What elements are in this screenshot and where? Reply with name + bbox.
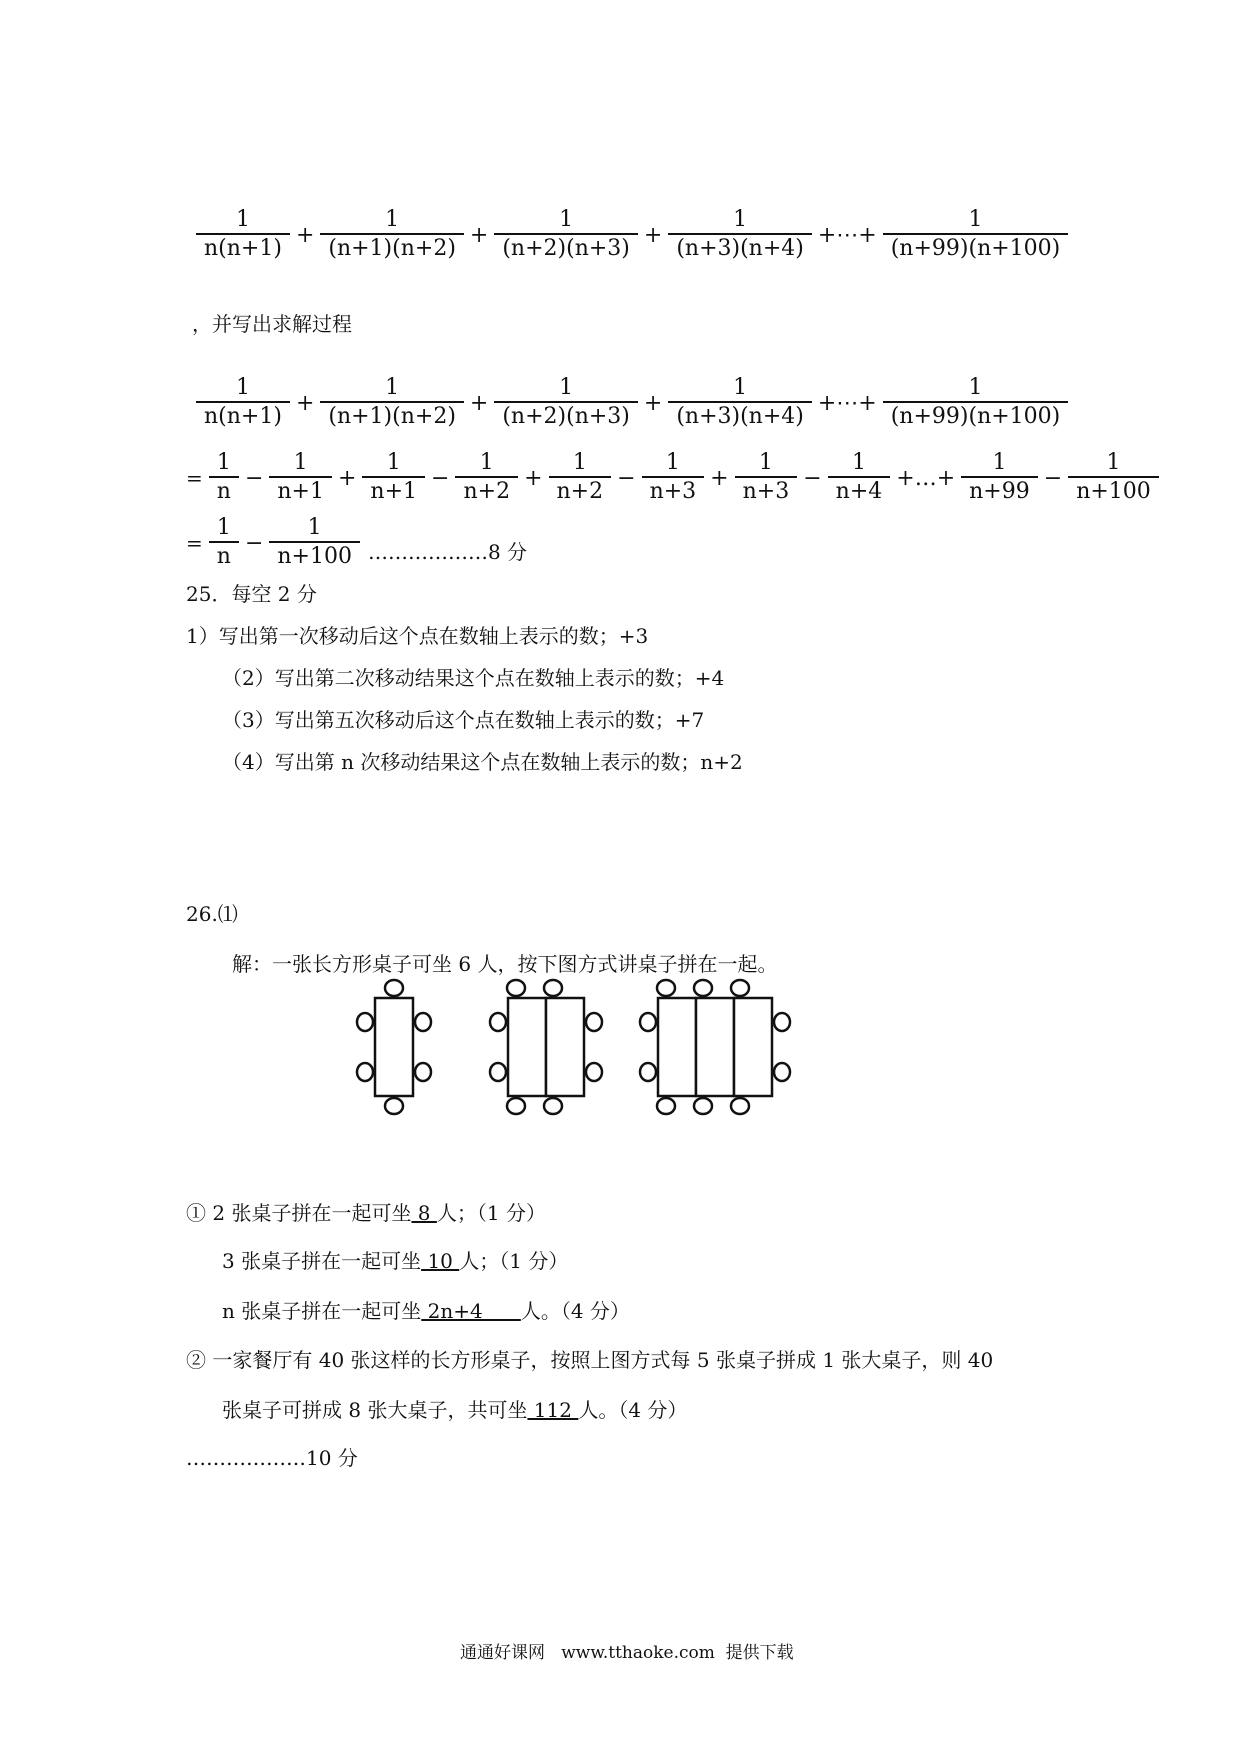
plus-sign: + (295, 222, 315, 248)
q26-intro: 解：一张长方形桌子可坐 6 人，按下图方式讲桌子拼在一起。 (232, 952, 778, 976)
fraction: $\frac{1}{(n+3)(n+4)}$ (668, 207, 812, 263)
chair (774, 1013, 790, 1031)
fraction: $\frac{1}{(n+2)(n+3)}$ (494, 207, 638, 263)
fraction: $\frac{1}{n+100}$ (269, 515, 360, 571)
chair (586, 1013, 602, 1031)
fraction: $\frac{1}{(n+1)(n+2)}$ (320, 207, 464, 263)
chair (385, 1098, 403, 1114)
minus-sign: − (244, 465, 264, 491)
chair (694, 1098, 712, 1114)
q26-sub1-a: ① 2 张桌子拼在一起可坐 8 人；（1 分） (186, 1201, 546, 1225)
chair (694, 980, 712, 996)
expression-row-2 (192, 368, 1072, 438)
q25-title: 25．每空 2 分 (186, 582, 317, 606)
q25-item-1: 1）写出第一次移动后这个点在数轴上表示的数；+3 (186, 624, 649, 648)
chair (490, 1063, 506, 1081)
chair (774, 1063, 790, 1081)
q26-title: 26.⑴ (186, 902, 238, 926)
chair (357, 1013, 373, 1031)
q25-item-2: （2）写出第二次移动结果这个点在数轴上表示的数；+4 (222, 666, 725, 690)
result-row (186, 508, 527, 578)
minus-sign: − (617, 465, 636, 491)
table-pair-1 (508, 998, 546, 1096)
fraction: $\frac{1}{n+1}$ (362, 450, 425, 506)
q26-sub2-a: ② 一家餐厅有 40 张这样的长方形桌子，按照上图方式每 5 张桌子拼成 1 张大桌子，则 40 (186, 1348, 994, 1372)
answer-8: 8 (411, 1201, 437, 1225)
q25-item-4: （4）写出第 n 次移动结果这个点在数轴上表示的数；n+2 (222, 750, 743, 774)
footer-credit: 通通好课网 www.tthaoke.com 提供下载 (460, 1643, 794, 1663)
table-arrangement-diagram (350, 978, 800, 1118)
expansion-row (186, 443, 1163, 513)
fraction: $\frac{1}{n(n+1)}$ (196, 375, 290, 431)
ellipsis: +…+ (896, 465, 956, 491)
fraction: $\frac{1}{n+3}$ (735, 450, 798, 506)
answer-2n4: 2n+4 (421, 1299, 521, 1323)
chair (544, 1098, 562, 1114)
minus-sign: − (1043, 465, 1063, 491)
chair (731, 980, 749, 996)
table-triple-1 (658, 998, 696, 1096)
chair (640, 1013, 656, 1031)
table-triple-3 (734, 998, 772, 1096)
table-triple-2 (696, 998, 734, 1096)
chair (357, 1063, 373, 1081)
plus-sign: + (643, 222, 663, 248)
ellipsis: +⋯+ (817, 222, 877, 248)
minus-sign: − (244, 530, 264, 556)
fraction: $\frac{1}{n+2}$ (455, 450, 518, 506)
fraction: $\frac{1}{n+1}$ (269, 450, 332, 506)
equals-sign: = (186, 531, 203, 555)
chair (490, 1013, 506, 1031)
plus-sign: + (469, 222, 489, 248)
ellipsis: +⋯+ (817, 390, 877, 416)
fraction: $\frac{1}{n+100}$ (1068, 450, 1159, 506)
minus-sign: − (803, 465, 822, 491)
fraction: $\frac{1}{n+2}$ (549, 450, 612, 506)
chair (544, 980, 562, 996)
chair (415, 1013, 431, 1031)
plus-sign: + (524, 465, 543, 491)
fraction: $\frac{1}{n+3}$ (642, 450, 705, 506)
chair (507, 980, 525, 996)
table-pair-2 (546, 998, 584, 1096)
chair (415, 1063, 431, 1081)
answer-112: 112 (527, 1398, 579, 1422)
chair (657, 1098, 675, 1114)
chair (385, 980, 403, 996)
expression-row-1 (192, 200, 1072, 270)
fraction: $\frac{1}{(n+1)(n+2)}$ (320, 375, 464, 431)
chair (731, 1098, 749, 1114)
plus-sign: + (469, 390, 489, 416)
q26-sub1-b: 3 张桌子拼在一起可坐 10 人；（1 分） (222, 1249, 569, 1273)
fraction: $\frac{1}{(n+99)(n+100)}$ (883, 375, 1069, 431)
fraction: $\frac{1}{(n+2)(n+3)}$ (494, 375, 638, 431)
fraction: $\frac{1}{(n+99)(n+100)}$ (883, 207, 1069, 263)
fraction: $\frac{1}{n}$ (209, 450, 239, 506)
expression-note: ，并写出求解过程 (192, 312, 352, 336)
fraction: $\frac{1}{n+99}$ (961, 450, 1038, 506)
fraction: $\frac{1}{n}$ (209, 515, 239, 571)
fraction: $\frac{1}{n(n+1)}$ (196, 207, 290, 263)
fraction: $\frac{1}{n+4}$ (828, 450, 891, 506)
chair (657, 980, 675, 996)
q26-sub2-b: 张桌子可拼成 8 张大桌子，共可坐 112 人。（4 分） (222, 1398, 688, 1422)
q26-sub1-c: n 张桌子拼在一起可坐 2n+4 人。（4 分） (222, 1299, 630, 1323)
plus-sign: + (295, 390, 315, 416)
score-10: ………………10 分 (186, 1446, 358, 1470)
minus-sign: − (431, 465, 450, 491)
answer-10: 10 (421, 1249, 460, 1273)
fraction: $\frac{1}{(n+3)(n+4)}$ (668, 375, 812, 431)
equals-sign: = (186, 466, 203, 490)
plus-sign: + (643, 390, 663, 416)
q25-item-3: （3）写出第五次移动后这个点在数轴上表示的数；+7 (222, 708, 705, 732)
chair (586, 1063, 602, 1081)
chair (640, 1063, 656, 1081)
chair (507, 1098, 525, 1114)
score-8: ………………8 分 (367, 539, 528, 564)
table-single (375, 998, 413, 1096)
plus-sign: + (337, 465, 357, 491)
plus-sign: + (710, 465, 729, 491)
